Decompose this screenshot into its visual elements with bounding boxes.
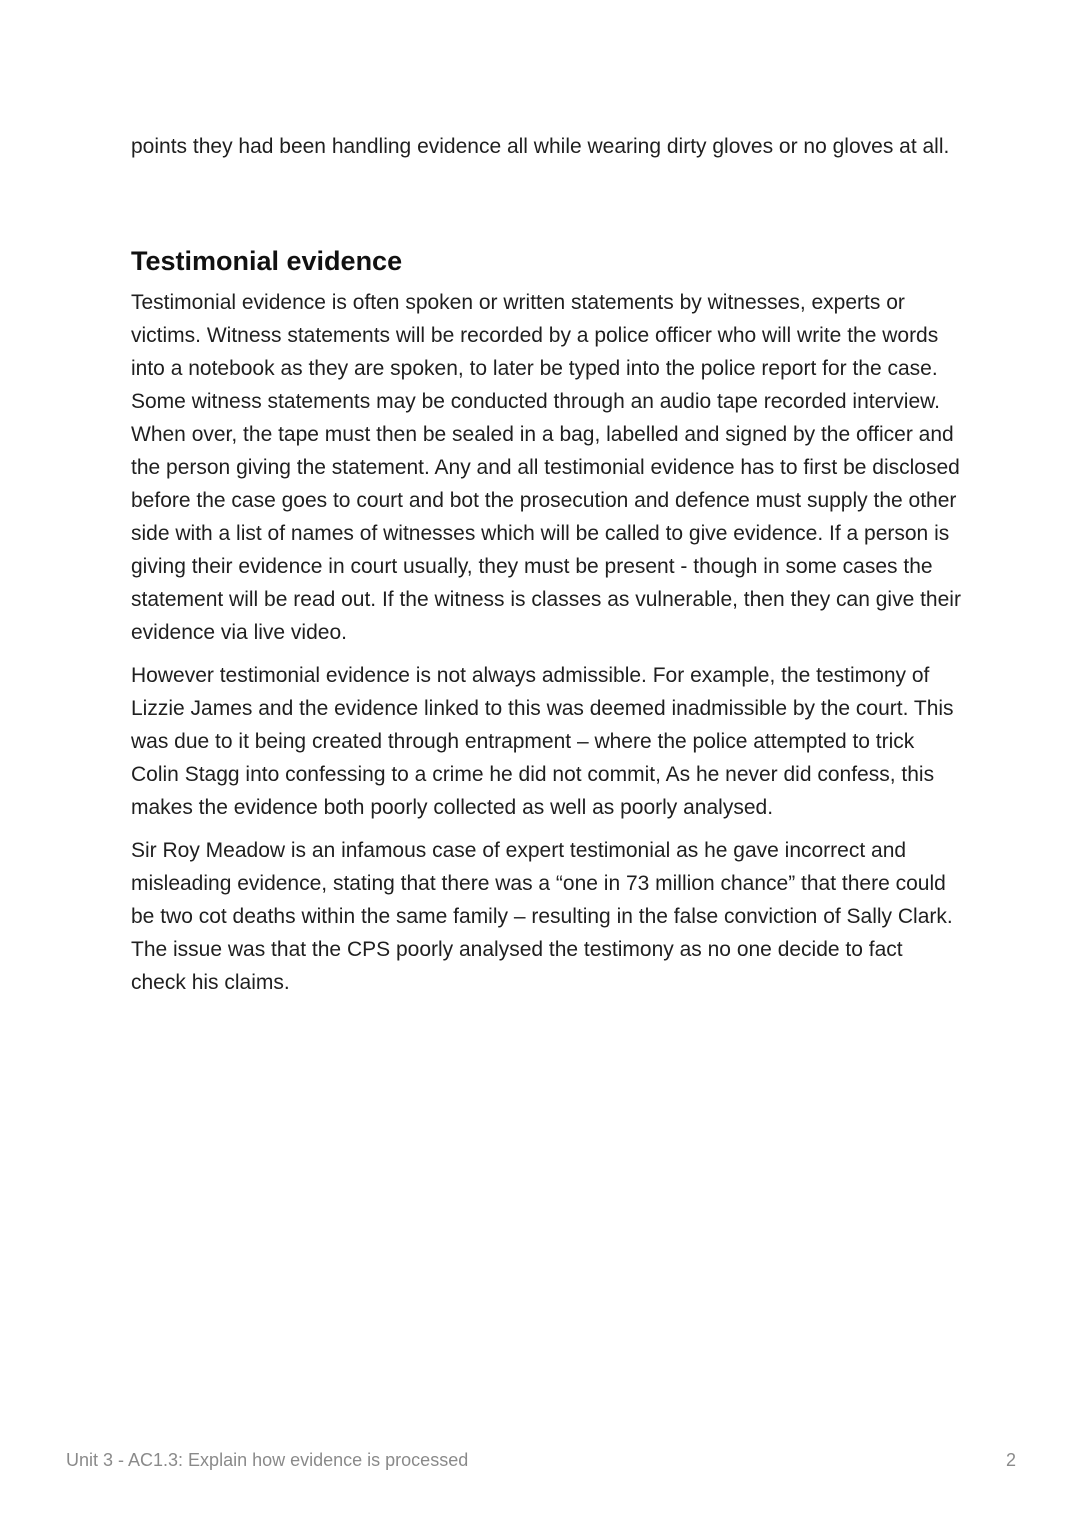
- footer-title: Unit 3 - AC1.3: Explain how evidence is processed: [66, 1450, 469, 1470]
- paragraph-admissibility: However testimonial evidence is not always admissible. For example, the testimony of Lizzie James and the evidence linked to this was deemed inadmissible by the court. This was due to it being created through entrapment – where the police attempted to trick Colin Stagg into confessing to a crime he did not commit, As he never did confess, this makes the evidence both poorly collected as well as poorly analysed.: [131, 664, 954, 819]
- paragraph-roy-meadow: Sir Roy Meadow is an infamous case of expert testimonial as he gave incorrect and misleading evidence, stating that there was a “one in 73 million chance” that there could be two cot deaths within the same family – resulting in the false conviction of Sally Clark. The issue was that the CPS poorly analysed the testimony as no one decide to fact check his claims.: [131, 839, 953, 994]
- section-heading: Testimonial evidence: [131, 246, 403, 276]
- paragraph-testimonial-intro: Testimonial evidence is often spoken or written statements by witnesses, experts or victims. Witness statements will be recorded by a police officer who will write the words into a notebook as they are spoken, to later be typed into the police report for the case. Some witness statements may be conducted through an audio tape recorded interview. When over, the tape must then be sealed in a bag, labelled and signed by the officer and the person giving the statement. Any and all testimonial evidence has to first be disclosed before the case goes to court and bot the prosecution and defence must supply the other side with a list of names of witnesses which will be called to give evidence. If a person is giving their evidence in court usually, they must be present - though in some cases the statement will be read out. If the witness is classes as vulnerable, then they can give their evidence via live video.: [131, 291, 961, 644]
- page-number: 2: [1005, 1450, 1016, 1470]
- document-body: [131, 130, 961, 999]
- continuation-paragraph: points they had been handling evidence all while wearing dirty gloves or no gloves at all.: [131, 135, 950, 158]
